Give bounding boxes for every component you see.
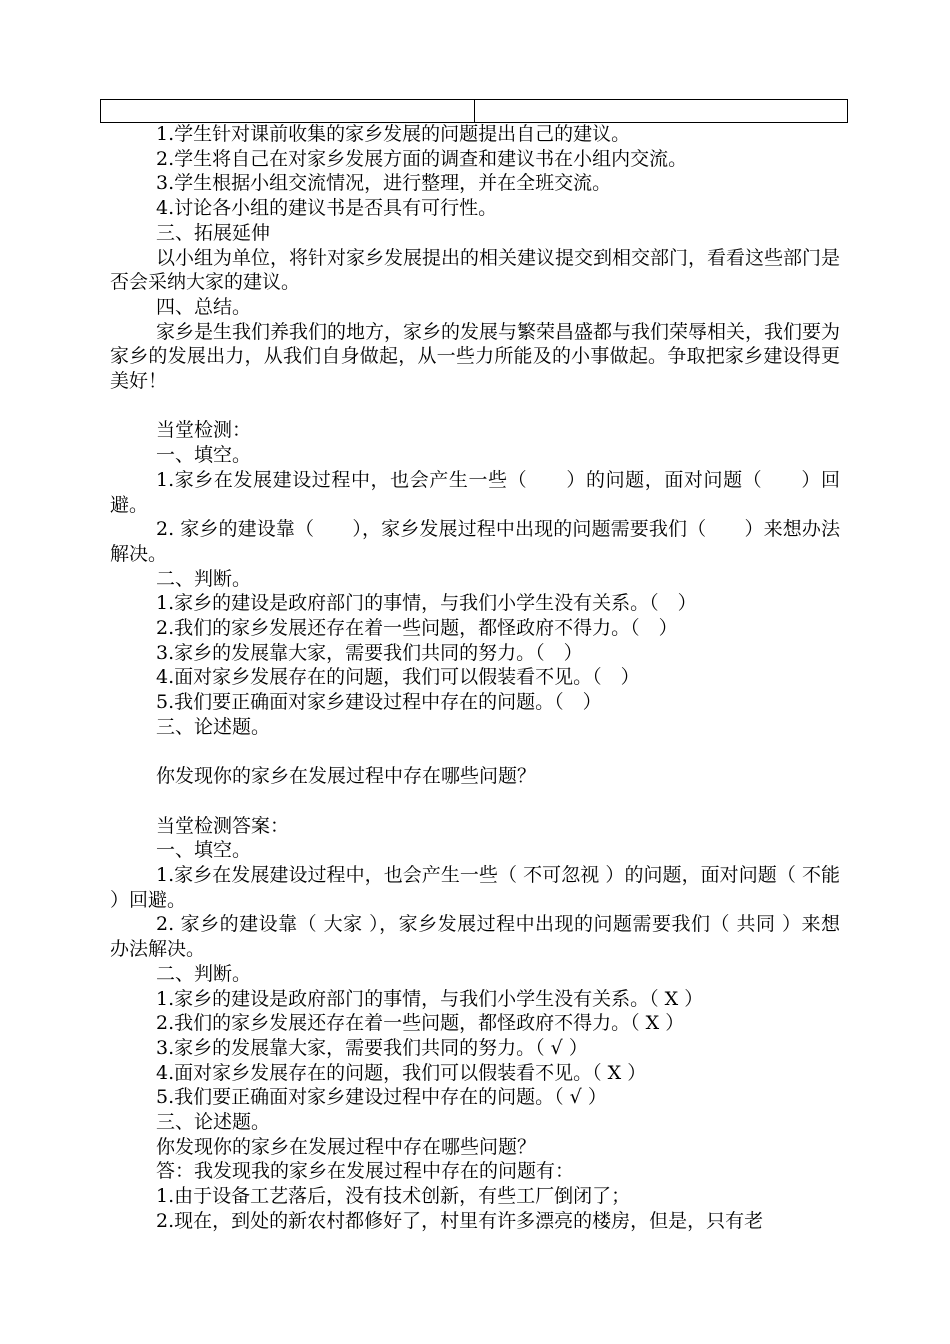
test-judge-item: 1.家乡的建设是政府部门的事情，与我们小学生没有关系。（ ） bbox=[156, 592, 697, 615]
answers-judge-item: 5.我们要正确面对家乡建设过程中存在的问题。（ √ ） bbox=[156, 1086, 607, 1109]
test-essay-heading: 三、论述题。 bbox=[156, 715, 271, 738]
table-cell-right bbox=[474, 100, 848, 122]
spacer bbox=[110, 789, 840, 814]
extension-text: 以小组为单位，将针对家乡发展提出的相关建议提交到相交部门，看看这些部门是否会采纳大家的建议。 bbox=[110, 246, 841, 294]
answers-fill-heading: 一、填空。 bbox=[156, 839, 252, 862]
procedure-item: 3.学生根据小组交流情况，进行整理，并在全班交流。 bbox=[156, 172, 612, 195]
answers-judge-item: 3.家乡的发展靠大家，需要我们共同的努力。（ √ ） bbox=[156, 1036, 588, 1059]
test-fill-heading: 一、填空。 bbox=[156, 444, 252, 467]
test-judge-item: 5.我们要正确面对家乡建设过程中存在的问题。（ ） bbox=[156, 691, 602, 714]
answers-essay-point: 2.现在，到处的新农村都修好了，村里有许多漂亮的楼房，但是，只有老 bbox=[156, 1209, 764, 1232]
procedure-item: 4.讨论各小组的建议书是否具有可行性。 bbox=[156, 197, 498, 220]
test-judge-heading: 二、判断。 bbox=[156, 567, 252, 590]
answers-fill-item: 1.家乡在发展建设过程中，也会产生一些（ 不可忽视 ）的问题，面对问题（ 不能 ）回避。 bbox=[110, 864, 840, 911]
document-body bbox=[110, 122, 840, 1234]
summary-text: 家乡是生我们养我们的地方，家乡的发展与繁荣昌盛都与我们荣辱相关，我们要为家乡的发展出力，从我们自身做起，从一些力所能及的小事做起。争取把家乡建设得更美好！ bbox=[110, 320, 841, 393]
answers-fill-item: 2. 家乡的建设靠（ 大家 ），家乡发展过程中出现的问题需要我们（ 共同 ）来想办法解决。 bbox=[110, 913, 840, 961]
answers-judge-heading: 二、判断。 bbox=[156, 962, 252, 985]
answers-judge-item: 2.我们的家乡发展还存在着一些问题，都怪政府不得力。（ X ） bbox=[156, 1012, 685, 1035]
spacer bbox=[110, 740, 840, 765]
test-title: 当堂检测： bbox=[156, 419, 252, 442]
answers-essay-intro: 答：我发现我的家乡在发展过程中存在的问题有： bbox=[156, 1160, 575, 1183]
test-essay-question: 你发现你的家乡在发展过程中存在哪些问题？ bbox=[156, 765, 537, 788]
spacer bbox=[110, 394, 840, 419]
test-fill-item: 2. 家乡的建设靠（ ），家乡发展过程中出现的问题需要我们（ ）来想办法解决。 bbox=[110, 518, 840, 565]
test-judge-item: 4.面对家乡发展存在的问题，我们可以假装看不见。（ ） bbox=[156, 666, 640, 689]
test-judge-item: 3.家乡的发展靠大家，需要我们共同的努力。（ ） bbox=[156, 641, 583, 664]
answers-essay-heading: 三、论述题。 bbox=[156, 1111, 271, 1134]
answers-essay-question: 你发现你的家乡在发展过程中存在哪些问题？ bbox=[156, 1135, 537, 1158]
header-table bbox=[100, 99, 848, 123]
procedure-item: 2.学生将自己在对家乡发展方面的调查和建议书在小组内交流。 bbox=[156, 147, 688, 170]
summary-heading: 四、总结。 bbox=[156, 295, 252, 318]
answers-judge-item: 4.面对家乡发展存在的问题，我们可以假装看不见。（ X ） bbox=[156, 1061, 647, 1084]
test-fill-item: 1.家乡在发展建设过程中，也会产生一些（ ）的问题，面对问题（ ）回避。 bbox=[110, 468, 840, 516]
answers-title: 当堂检测答案： bbox=[156, 814, 290, 837]
answers-essay-point: 1.由于设备工艺落后，没有技术创新，有些工厂倒闭了； bbox=[156, 1185, 631, 1208]
extension-heading: 三、拓展延伸 bbox=[156, 221, 271, 244]
procedure-item: 1.学生针对课前收集的家乡发展的问题提出自己的建议。 bbox=[156, 123, 631, 145]
answers-judge-item: 1.家乡的建设是政府部门的事情，与我们小学生没有关系。（ X ） bbox=[156, 987, 704, 1010]
table-cell-left bbox=[101, 100, 474, 122]
test-judge-item: 2.我们的家乡发展还存在着一些问题，都怪政府不得力。（ ） bbox=[156, 617, 678, 640]
